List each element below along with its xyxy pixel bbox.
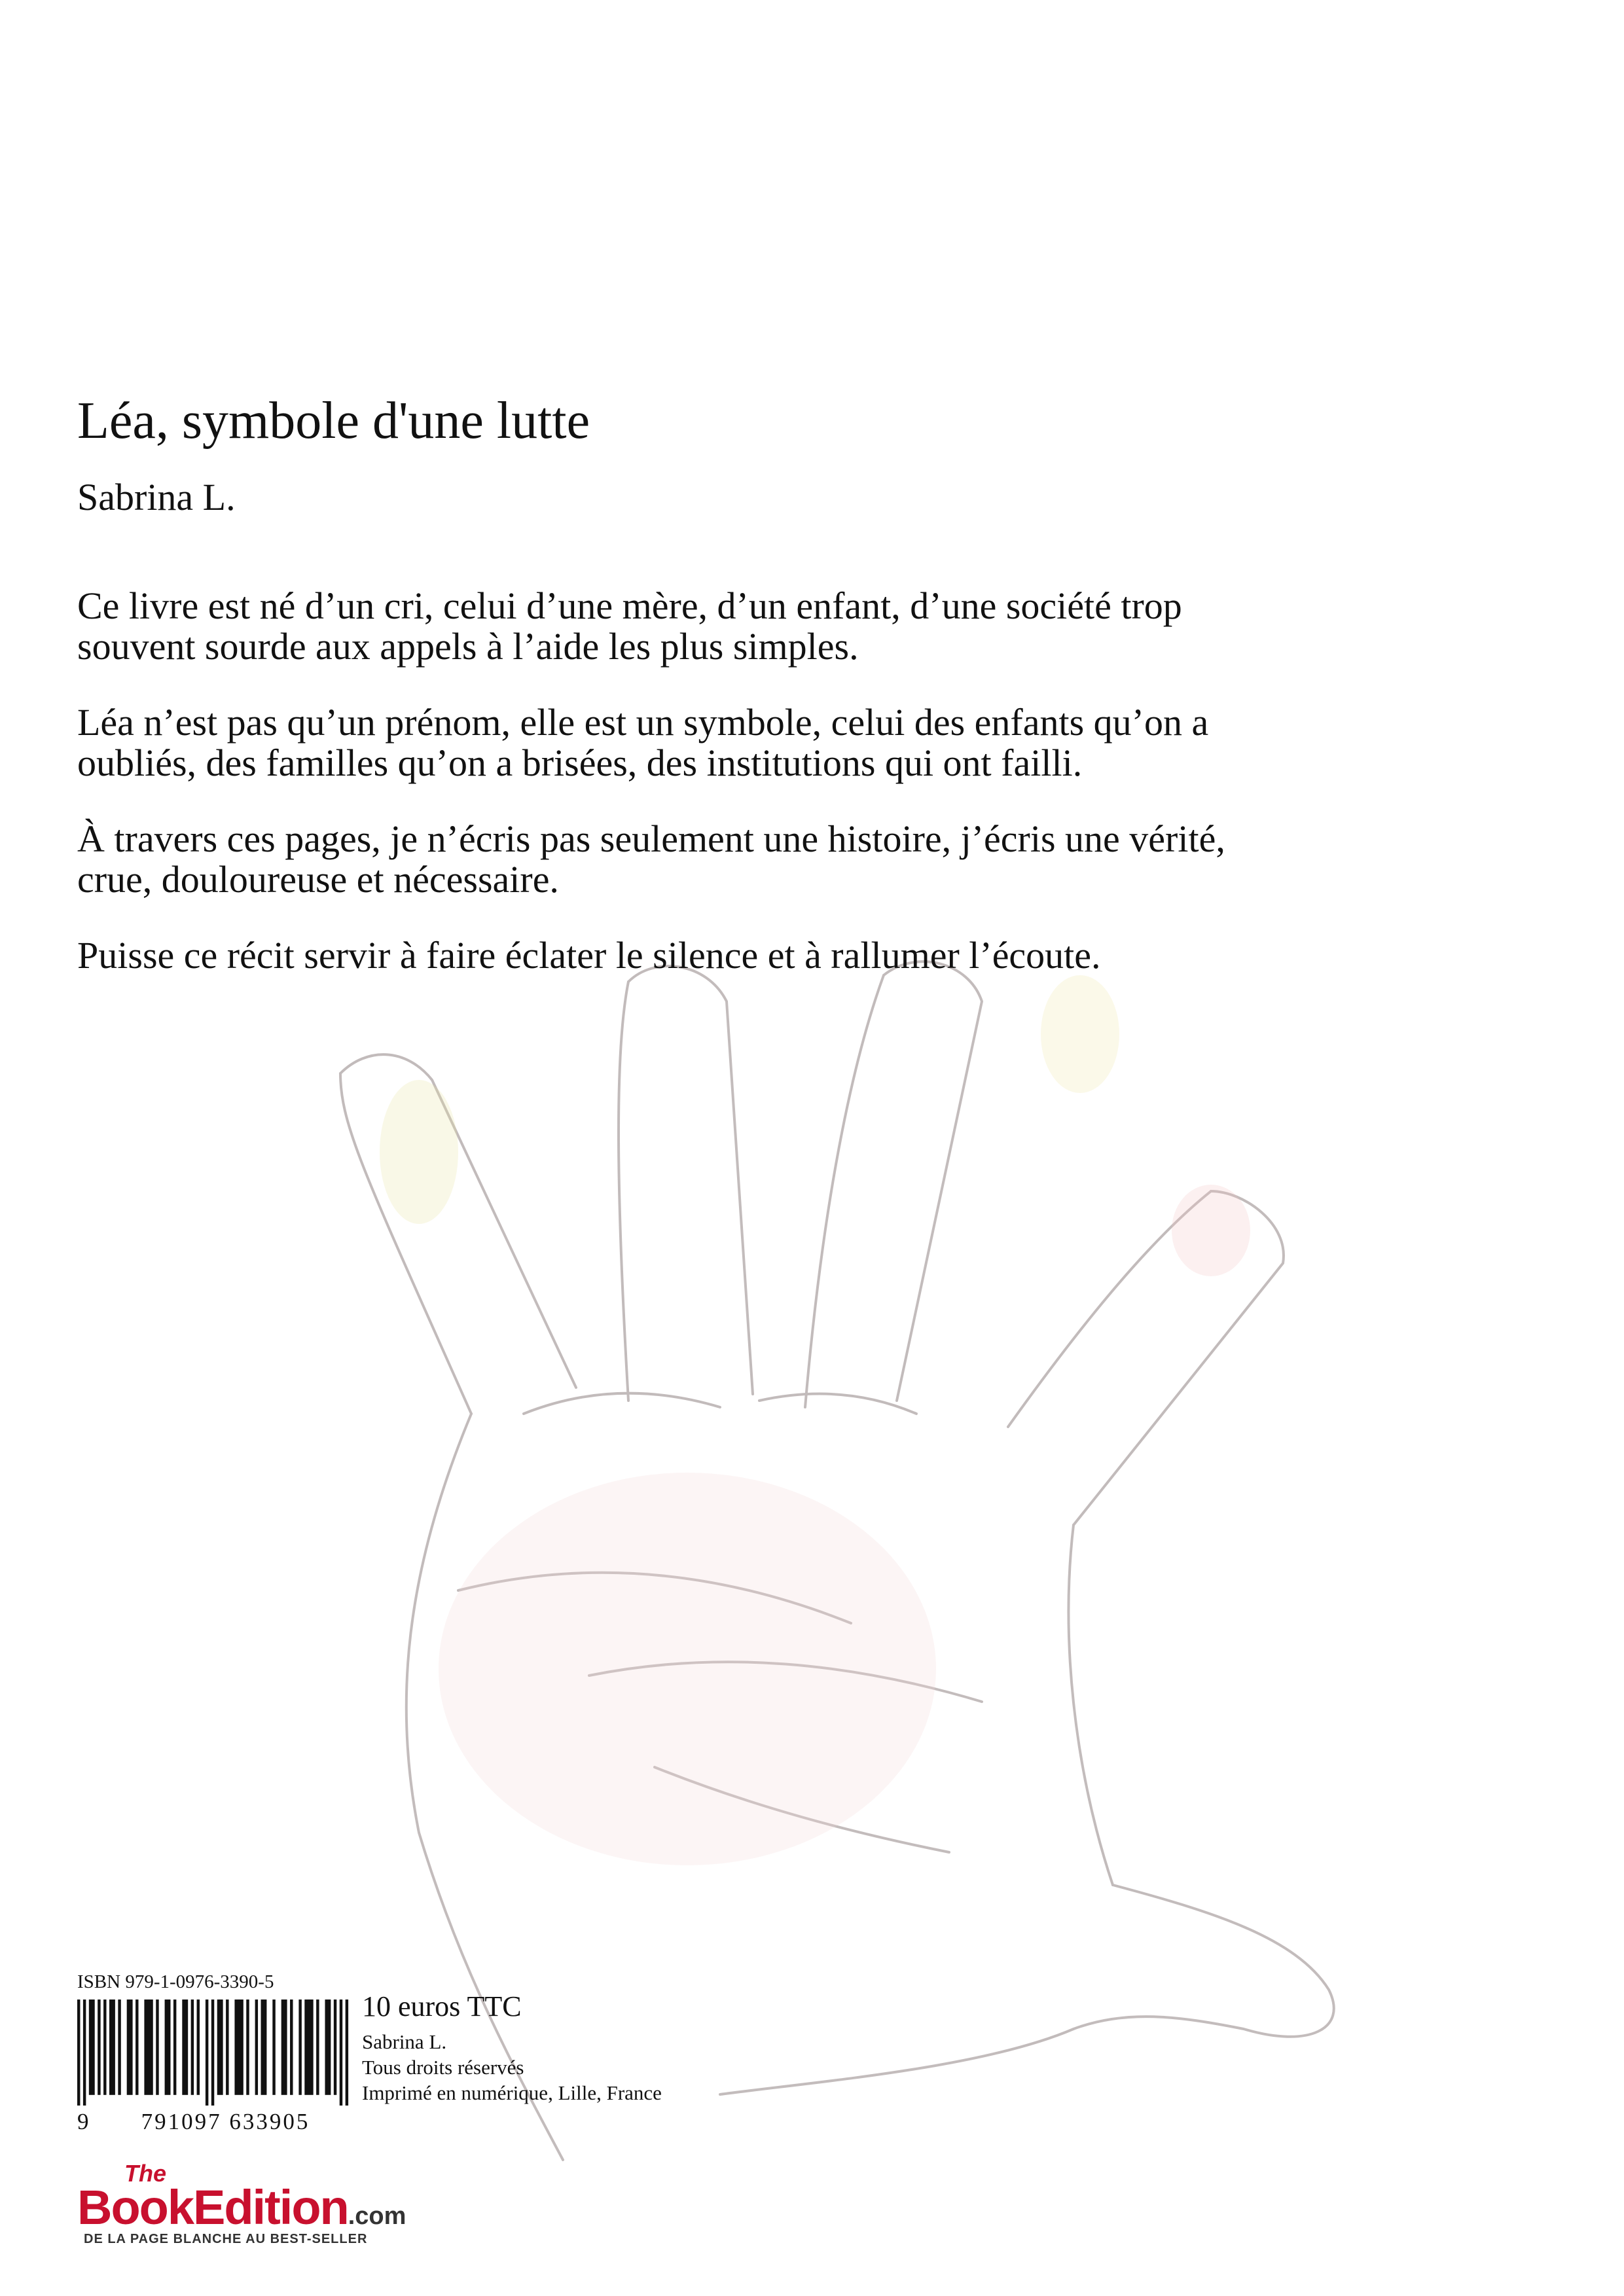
logo-tagline: DE LA PAGE BLANCHE AU BEST-SELLER (84, 2232, 368, 2246)
logo-name: BookEdition (77, 2180, 348, 2234)
logo-domain: .com (348, 2202, 406, 2230)
blurb-paragraph: Ce livre est né d’un cri, celui d’une mère, d’un enfant, d’une société trop souvent sourde aux appels à l’aide les plus simples. (77, 584, 1182, 668)
isbn-label: ISBN 979-1-0976-3390-5 (77, 1971, 274, 1992)
logo-the: The (124, 2160, 167, 2187)
imprint-printing: Imprimé en numérique, Lille, France (362, 2081, 662, 2104)
barcode-digits (77, 2109, 354, 2135)
imprint-info (362, 2029, 662, 2106)
barcode (77, 2000, 354, 2106)
blurb-paragraph: À travers ces pages, je n’écris pas seulement une histoire, j’écris une vérité, crue, douloureuse et nécessaire. (77, 817, 1225, 901)
barcode-digit-groups: 791097 633905 (141, 2109, 310, 2134)
blurb-paragraph: Léa n’est pas qu’un prénom, elle est un symbole, celui des enfants qu’on a oubliés, des familles qu’on a brisées, des institutions qui ont failli. (77, 701, 1209, 784)
author-name: Sabrina L. (77, 476, 236, 518)
book-title: Léa, symbole d'une lutte (77, 392, 590, 450)
imprint-author: Sabrina L. (362, 2030, 447, 2053)
logo-wordmark (77, 2179, 406, 2235)
publisher-logo (77, 2160, 470, 2248)
price: 10 euros TTC (362, 1990, 522, 2022)
imprint-rights: Tous droits réservés (362, 2056, 524, 2079)
blurb-paragraph: Puisse ce récit servir à faire éclater le silence et à rallumer l’écoute. (77, 934, 1101, 977)
barcode-digit-prefix: 9 (77, 2109, 91, 2134)
back-cover-blurb (77, 586, 1269, 1011)
